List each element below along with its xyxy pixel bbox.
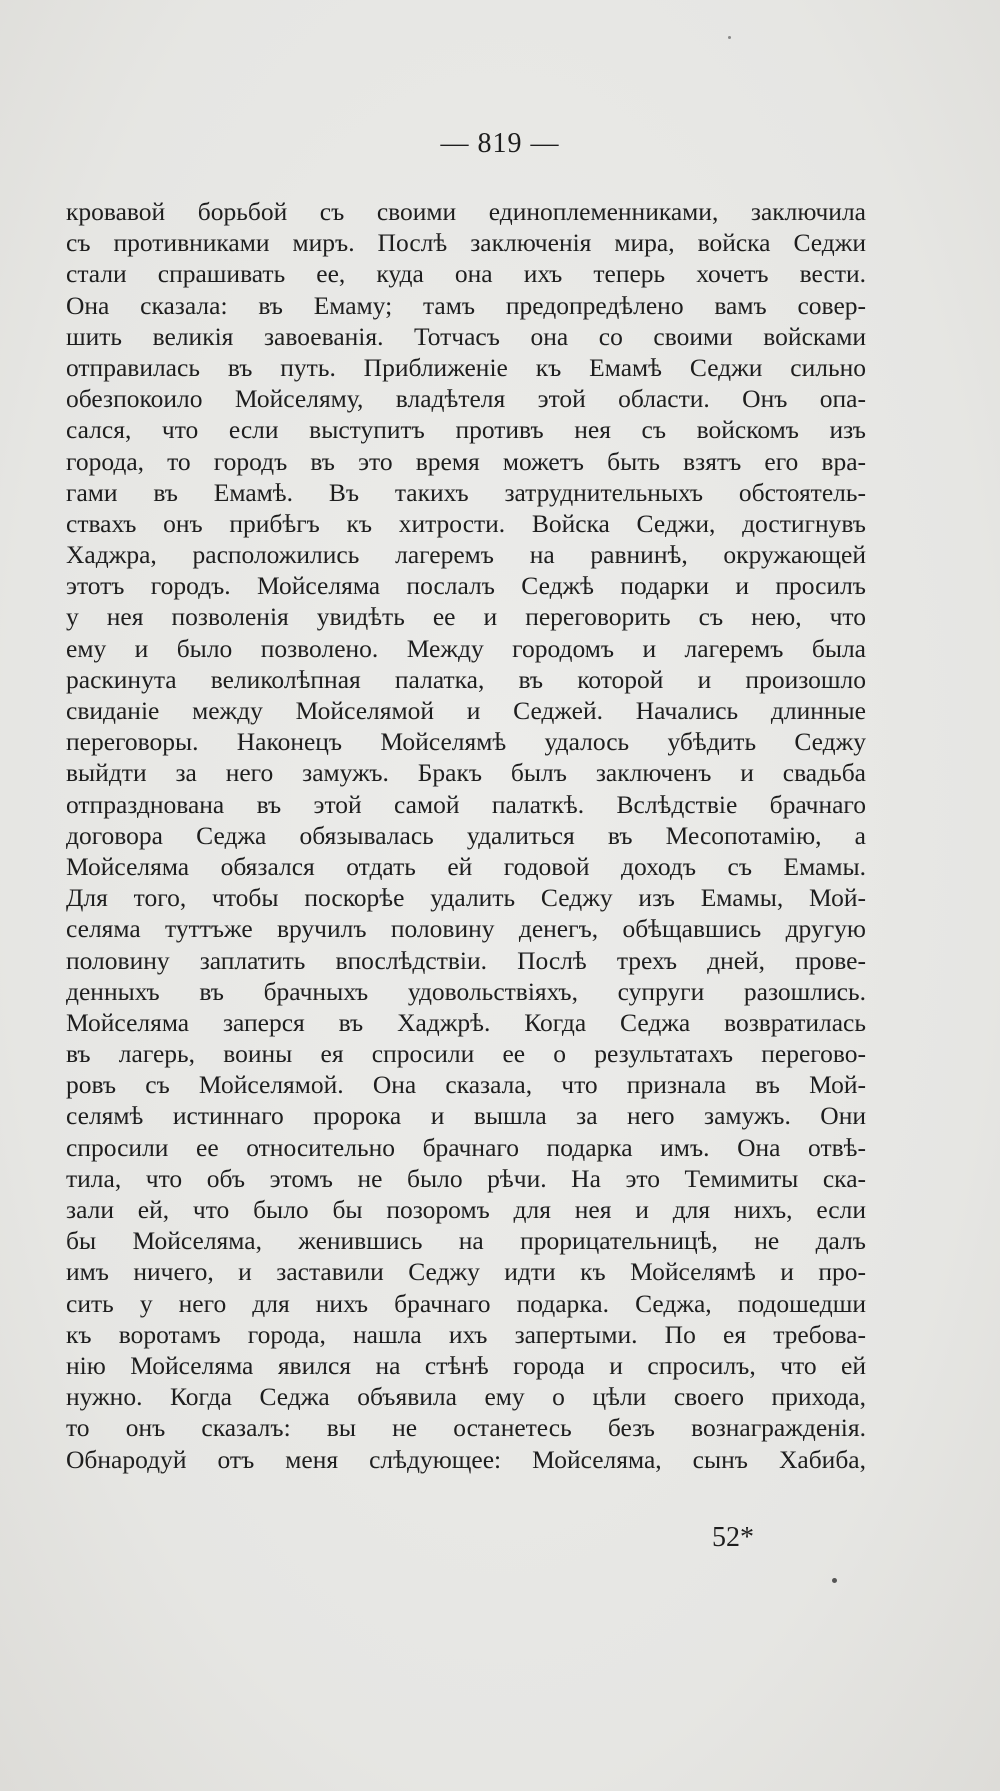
text-line: гами въ Емамѣ. Въ такихъ затруднительныхъ обстоятель- [66, 477, 866, 507]
text-line: выйдти за него замужъ. Бракъ былъ заключенъ и свадьба [66, 758, 866, 788]
text-line: Мойселяма обязался отдать ей годовой доходъ съ Емамы. [66, 851, 866, 881]
text-line: селямѣ истиннаго пророка и вышла за него замужъ. Они [66, 1101, 866, 1131]
text-line: зали ей, что было бы позоромъ для нея и для нихъ, если [66, 1195, 866, 1224]
printer-signature-mark: 52* [712, 1522, 754, 1553]
text-line: селяма туттъже вручилъ половину денегъ, обѣщавшись другую [66, 914, 866, 944]
paper-speck [728, 36, 731, 39]
text-line: отпразднована въ этой самой палаткѣ. Вслѣдствіе брачнаго [66, 789, 866, 819]
body-text [66, 196, 866, 1475]
text-line: Мойселяма заперся въ Хаджрѣ. Когда Седжа возвратилась [66, 1007, 866, 1037]
text-line: тила, что объ этомъ не было рѣчи. На это Темимиты ска- [66, 1163, 866, 1193]
text-line: переговоры. Наконецъ Мойселямѣ удалось убѣдить Седжу [66, 727, 866, 757]
text-line: у нея позволенія увидѣть ее и переговорить съ нею, что [66, 602, 866, 632]
text-line: Для того, чтобы поскорѣе удалить Седжу изъ Емамы, Мой- [66, 883, 866, 913]
text-line: то онъ сказалъ: вы не останетесь безъ вознагражденія. [66, 1413, 866, 1443]
text-line: нужно. Когда Седжа объявила ему о цѣли своего прихода, [66, 1382, 866, 1412]
text-line: сался, что если выступитъ противъ нея съ войскомъ изъ [66, 415, 866, 445]
text-line: сить у него для нихъ брачнаго подарка. Седжа, подошедши [66, 1288, 866, 1318]
text-line: имъ ничего, и заставили Седжу идти къ Мойселямѣ и про- [66, 1257, 866, 1287]
text-line: нію Мойселяма явился на стѣнѣ города и спросилъ, что ей [66, 1350, 866, 1380]
text-line: ствахъ онъ прибѣгъ къ хитрости. Войска Седжи, достигнувъ [66, 508, 866, 538]
text-line: обезпокоило Мойселяму, владѣтеля этой области. Онъ опа- [66, 384, 866, 414]
text-line: отправилась въ путь. Приближеніе къ Емамѣ Седжи сильно [66, 352, 866, 382]
text-line: Обнародуй отъ меня слѣдующее: Мойселяма, сынъ Хабиба, [66, 1444, 866, 1474]
text-line: ровъ съ Мойселямой. Она сказала, что признала въ Мой- [66, 1070, 866, 1100]
text-line: стали спрашивать ее, куда она ихъ теперь хочетъ вести. [66, 259, 866, 289]
text-line: съ противниками миръ. Послѣ заключенія мира, войска Седжи [66, 228, 866, 258]
text-line: города, то городъ въ это время можетъ быть взятъ его вра- [66, 446, 866, 476]
text-line: Хаджра, расположились лагеремъ на равнинѣ, окружающей [66, 540, 866, 570]
text-line: денныхъ въ брачныхъ удовольствіяхъ, супруги разошлись. [66, 976, 866, 1006]
text-line: кровавой борьбой съ своими единоплеменниками, заключила [66, 197, 866, 226]
text-line: ему и было позволено. Между городомъ и лагеремъ была [66, 633, 866, 663]
text-line: къ воротамъ города, нашла ихъ запертыми. По ея требова- [66, 1319, 866, 1349]
text-line: шить великія завоеванія. Тотчасъ она со своими войсками [66, 321, 866, 351]
text-line: въ лагерь, воины ея спросили ее о результатахъ перегово- [66, 1039, 866, 1069]
text-line: свиданіе между Мойселямой и Седжей. Начались длинные [66, 696, 866, 725]
text-line: спросили ее относительно брачнаго подарка имъ. Она отвѣ- [66, 1132, 866, 1162]
text-line: договора Седжа обязывалась удалиться въ Месопотамію, а [66, 820, 866, 850]
text-line: раскинута великолѣпная палатка, въ которой и произошло [66, 664, 866, 694]
text-line: половину заплатить впослѣдствіи. Послѣ трехъ дней, прове- [66, 945, 866, 975]
text-line: бы Мойселяма, женившись на прорицательницѣ, не далъ [66, 1226, 866, 1256]
text-line: Она сказала: въ Емаму; тамъ предопредѣлено вамъ совер- [66, 290, 866, 320]
page-number: — 819 — [440, 128, 560, 159]
text-line: этотъ городъ. Мойселяма послалъ Седжѣ подарки и просилъ [66, 571, 866, 601]
paper-speck [832, 1578, 837, 1583]
